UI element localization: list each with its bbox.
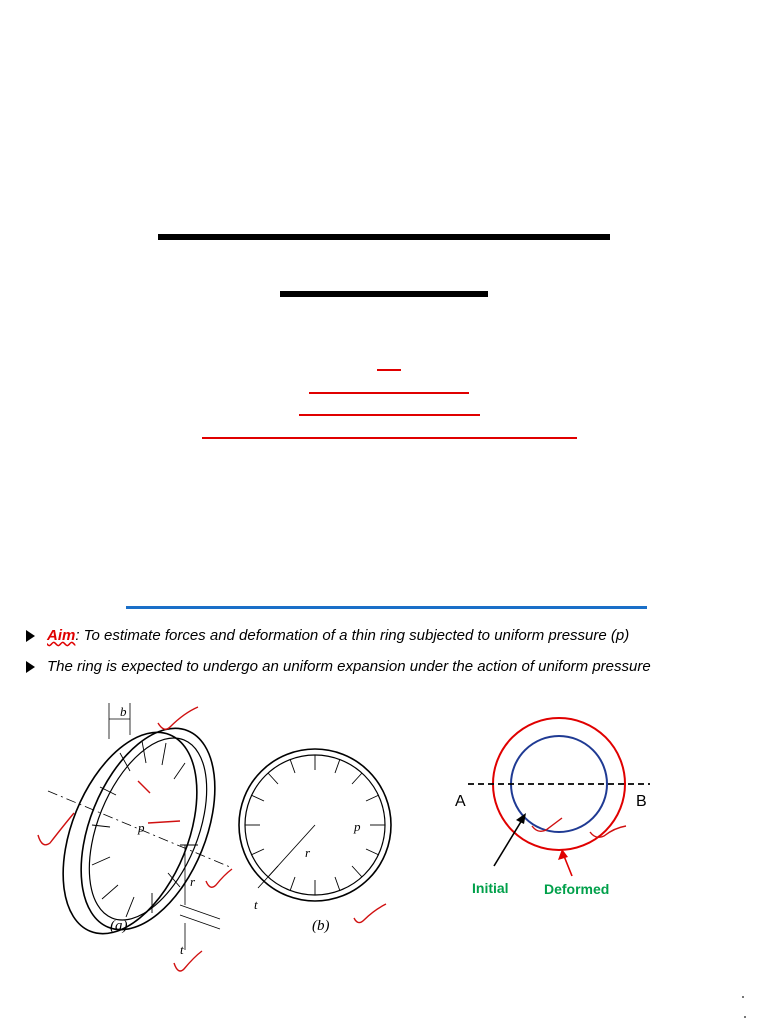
- redacted-title-line-1: [158, 234, 610, 240]
- fig-a-t-label: t: [180, 942, 184, 957]
- label-b: B: [636, 793, 647, 810]
- label-a: A: [455, 793, 466, 810]
- page-mark: [744, 1016, 746, 1018]
- fig-a-b-label: b: [120, 704, 127, 719]
- blue-divider: [126, 606, 647, 609]
- fig-a-p-label: p: [138, 820, 145, 835]
- fig-b-caption: (b): [312, 918, 330, 934]
- fig-b-p-label: p: [354, 819, 361, 834]
- bullet-arrow-icon: [26, 661, 35, 673]
- initial-label: Initial: [472, 880, 509, 896]
- redacted-red-line-3: [299, 414, 480, 416]
- bullet-arrow-icon: [26, 630, 35, 642]
- redacted-red-line-4: [202, 437, 577, 439]
- fig-b-t-label: t: [254, 897, 258, 912]
- ring-perspective-figure: [30, 695, 260, 985]
- page-mark: [742, 996, 744, 998]
- bullet-expansion: [26, 658, 651, 675]
- fig-a-caption: (a): [110, 918, 128, 934]
- redacted-red-line-1: [377, 369, 401, 371]
- expansion-text: The ring is expected to undergo an uniform expansion under the action of uniform pressure: [47, 658, 651, 675]
- aim-label: Aim: [47, 627, 76, 644]
- redacted-title-line-2: [280, 291, 488, 297]
- redacted-red-line-2: [309, 392, 469, 394]
- fig-b-r-label: r: [305, 845, 311, 860]
- deformed-label: Deformed: [544, 881, 610, 897]
- fig-a-r-label: r: [190, 874, 196, 889]
- aim-text: : To estimate forces and deformation of a thin ring subjected to uniform pressure (p): [75, 627, 630, 644]
- bullet-aim: [26, 627, 629, 644]
